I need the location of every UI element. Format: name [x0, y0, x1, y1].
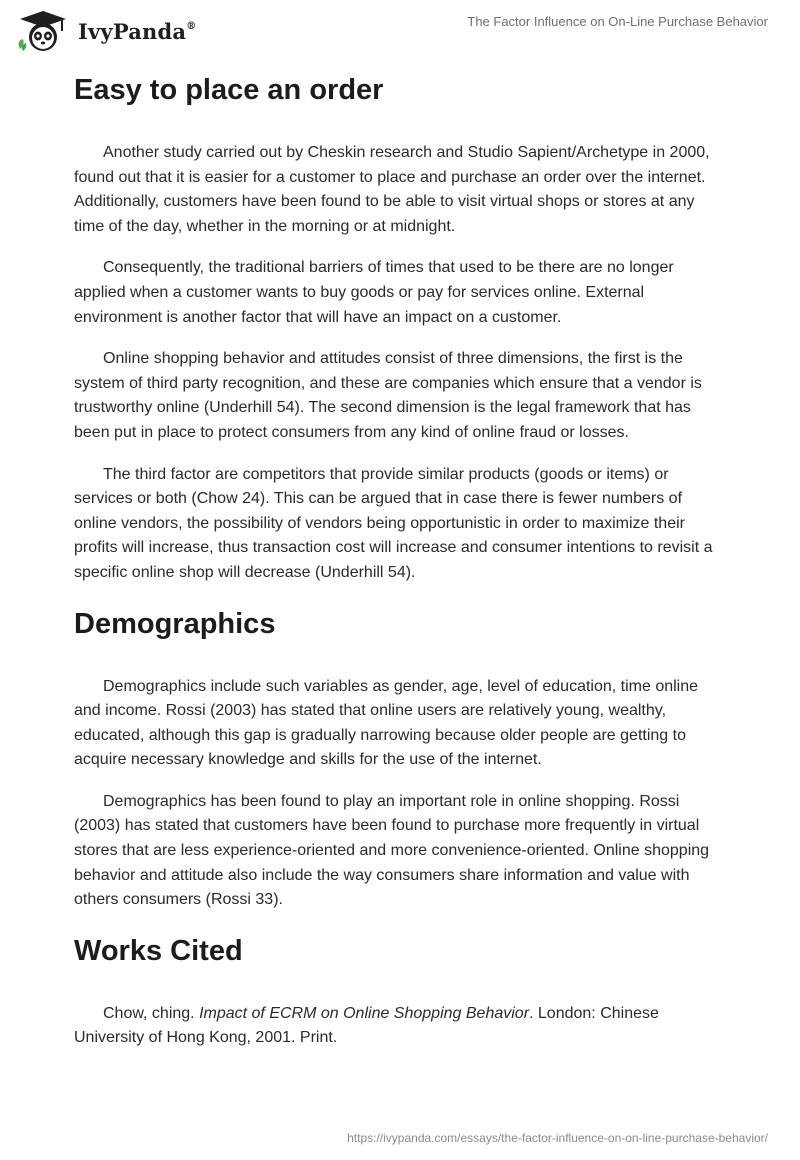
essay-content: [74, 68, 724, 1051]
cited-work-title: Impact of ECRM on Online Shopping Behavior: [199, 1004, 530, 1022]
panda-graduate-icon: [14, 9, 72, 53]
page-header: [0, 0, 800, 60]
citation-entry: Chow, ching. Impact of ECRM on Online Shopping Behavior. London: Chinese University of Hong Kong, 2001. Print.: [74, 1004, 659, 1047]
paragraph: Consequently, the traditional barriers of times that used to be there are no longer applied when a customer wants to buy goods or pay for services online. External environment is another factor that will have an impact on a customer.: [74, 259, 674, 326]
section-heading: Works Cited: [74, 934, 243, 967]
running-title: The Factor Influence on On-Line Purchase Behavior: [467, 14, 768, 29]
paragraph: Demographics has been found to play an important role in online shopping. Rossi (2003) has stated that customers have been found to purchase more frequently in virtual stores that are less experience-oriented and more convenience-oriented. Online shopping behavior and attitude also include the way consumers share information and value with others consumers (Rossi 33).: [74, 792, 710, 909]
paragraph: Online shopping behavior and attitudes consist of three dimensions, the first is the system of third party recognition, and these are companies which ensure that a vendor is trustworthy online (Underhill 54). The second dimension is the legal framework that has been put in place to protect consumers from any kind of online fraud or losses.: [74, 350, 702, 441]
section-heading: Demographics: [74, 607, 276, 640]
source-url[interactable]: https://ivypanda.com/essays/the-factor-influence-on-on-line-purchase-behavior/: [347, 1131, 768, 1145]
logo-wordmark: IvyPanda®: [78, 18, 197, 44]
ivypanda-logo[interactable]: [14, 8, 196, 54]
paragraph: Demographics include such variables as gender, age, level of education, time online and income. Rossi (2003) has stated that online users are relatively young, wealthy, educated, although this gap is gradually narrowing because older people are getting to acquire necessary knowledge and skills for the use of the internet.: [74, 677, 699, 769]
paragraph: Another study carried out by Cheskin research and Studio Sapient/Archetype in 2000, found out that it is easier for a customer to place and purchase an order over the internet. Additionally, customers have been found to be able to visit virtual shops or stores at any time of the day, whether in the morning or at midnight.: [74, 144, 710, 235]
paragraph: The third factor are competitors that provide similar products (goods or items) or services or both (Chow 24). This can be argued that in case there is fewer numbers of online vendors, the possibility of vendors being opportunistic in order to maximize their profits will increase, thus transaction cost will increase and consumer intentions to revisit a specific online shop will decrease (Underhill 54).: [74, 465, 713, 581]
section-heading: Easy to place an order: [74, 74, 384, 106]
